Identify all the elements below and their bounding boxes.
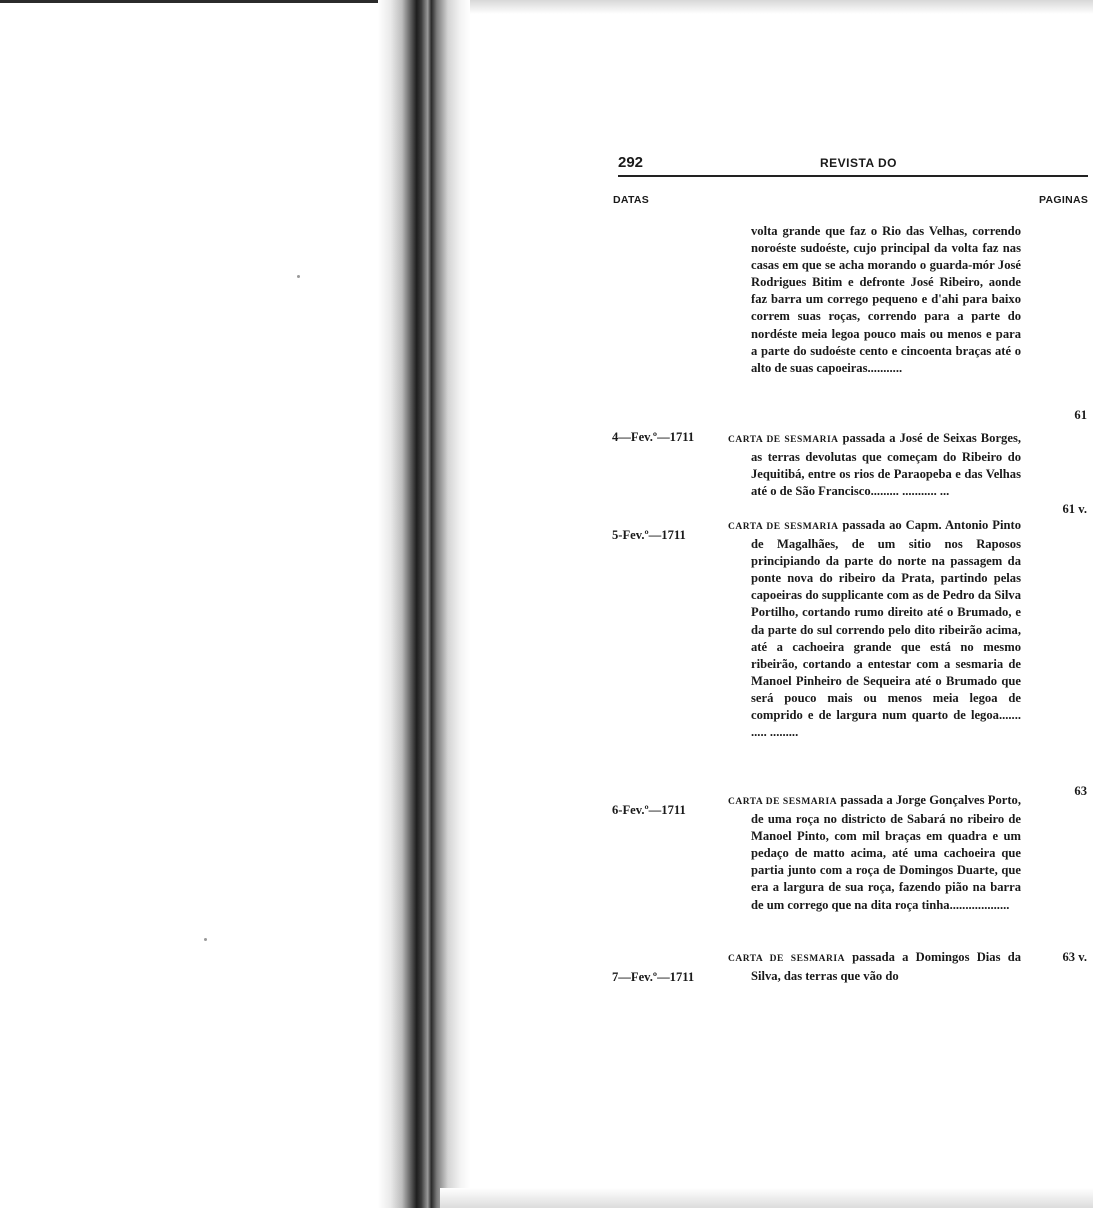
text-column	[728, 223, 1021, 986]
entry-body: passada a Domingos Dias da Silva, das terras que vão do	[751, 950, 1021, 984]
paper-speck	[204, 938, 207, 941]
entry-body: passada ao Capm. Antonio Pinto de Magalhães, de um sitio nos Raposos principiando da parte do norte na passagem da ponte nova do ribeiro da Prata, partindo pelas capoeiras do supplicante com as de Pedro da Silva Portilho, cortando rumo direito até o Brumado, e da parte do sul correndo pelo dito ribeirão acima, até a cachoeira grande que está no mesmo ribeirão, cortando a entestar com a sesmaria de Manoel Pinheiro de Sequeira até o Brumado que será pouco mais ou menos meia legoa de comprido e de largura num quarto de legoa....... ..... .........	[751, 518, 1021, 740]
page-top-shadow	[470, 0, 1093, 14]
entry-date: 4—Fev.º—1711	[612, 430, 695, 444]
paper-speck	[297, 275, 300, 278]
entry-text	[728, 517, 1021, 791]
page-reference: 63 v.	[1062, 950, 1087, 964]
header-rule	[618, 175, 1088, 177]
page-reference: 61	[1074, 408, 1087, 422]
dates-column-label: DATAS	[613, 194, 650, 206]
entry-body: passada a José de Seixas Borges, as terras devolutas que começam do Ribeiro do Jequitibá, entre os rios de Paraopeba e das Velhas até o de São Francisco......... ........... ...	[751, 431, 1021, 499]
entry-body: passada a Jorge Gonçalves Porto, de uma roça no districto de Sabará no ribeiro de Manoel Pinto, com mil braças em quadra e um pedaço de matto acima, até uma cachoeira que partia junto com a roça de Domingos Duarte, que era a largura de sua roça, fazendo pião na barra de um corrego que na dita roça tinha...................	[751, 793, 1021, 912]
entry-label: CARTA DE SESMARIA	[728, 954, 845, 964]
entry-date: 7—Fev.º—1711	[612, 970, 695, 984]
entry-text	[728, 430, 1021, 516]
entry-date: 6-Fev.º—1711	[612, 803, 686, 817]
entry-text	[728, 792, 1021, 948]
entry-label: CARTA DE SESMARIA	[728, 435, 839, 445]
page-reference: 61 v.	[1062, 502, 1087, 516]
page-reference: 63	[1074, 784, 1087, 798]
entry-label: CARTA DE SESMARIA	[728, 797, 838, 807]
entry-label: CARTA DE SESMARIA	[728, 522, 839, 532]
page-number: 292	[618, 154, 644, 171]
entry-text	[728, 949, 1021, 985]
book-gutter	[378, 0, 470, 1208]
pages-column-label: PAGINAS	[1039, 194, 1089, 206]
page-bottom-shadow	[440, 1188, 1093, 1208]
page-header	[618, 154, 1088, 176]
running-head: REVISTA DO	[820, 156, 898, 170]
entry-date: 5-Fev.º—1711	[612, 528, 686, 542]
continuation-text: volta grande que faz o Rio das Velhas, correndo noroéste sudoéste, cujo principal da volta faz nas casas em que se acha morando o guarda-mór José Rodrigues Bitim e defronte José Ribeiro, aonde faz barra um corrego pequeno e d'ahi para baixo correm suas roças, correndo para a parte do nordéste meia legoa pouco mais ou menos e para a parte do sudoéste cento e cincoenta braças até o alto de suas capoeiras...........	[751, 224, 1021, 375]
